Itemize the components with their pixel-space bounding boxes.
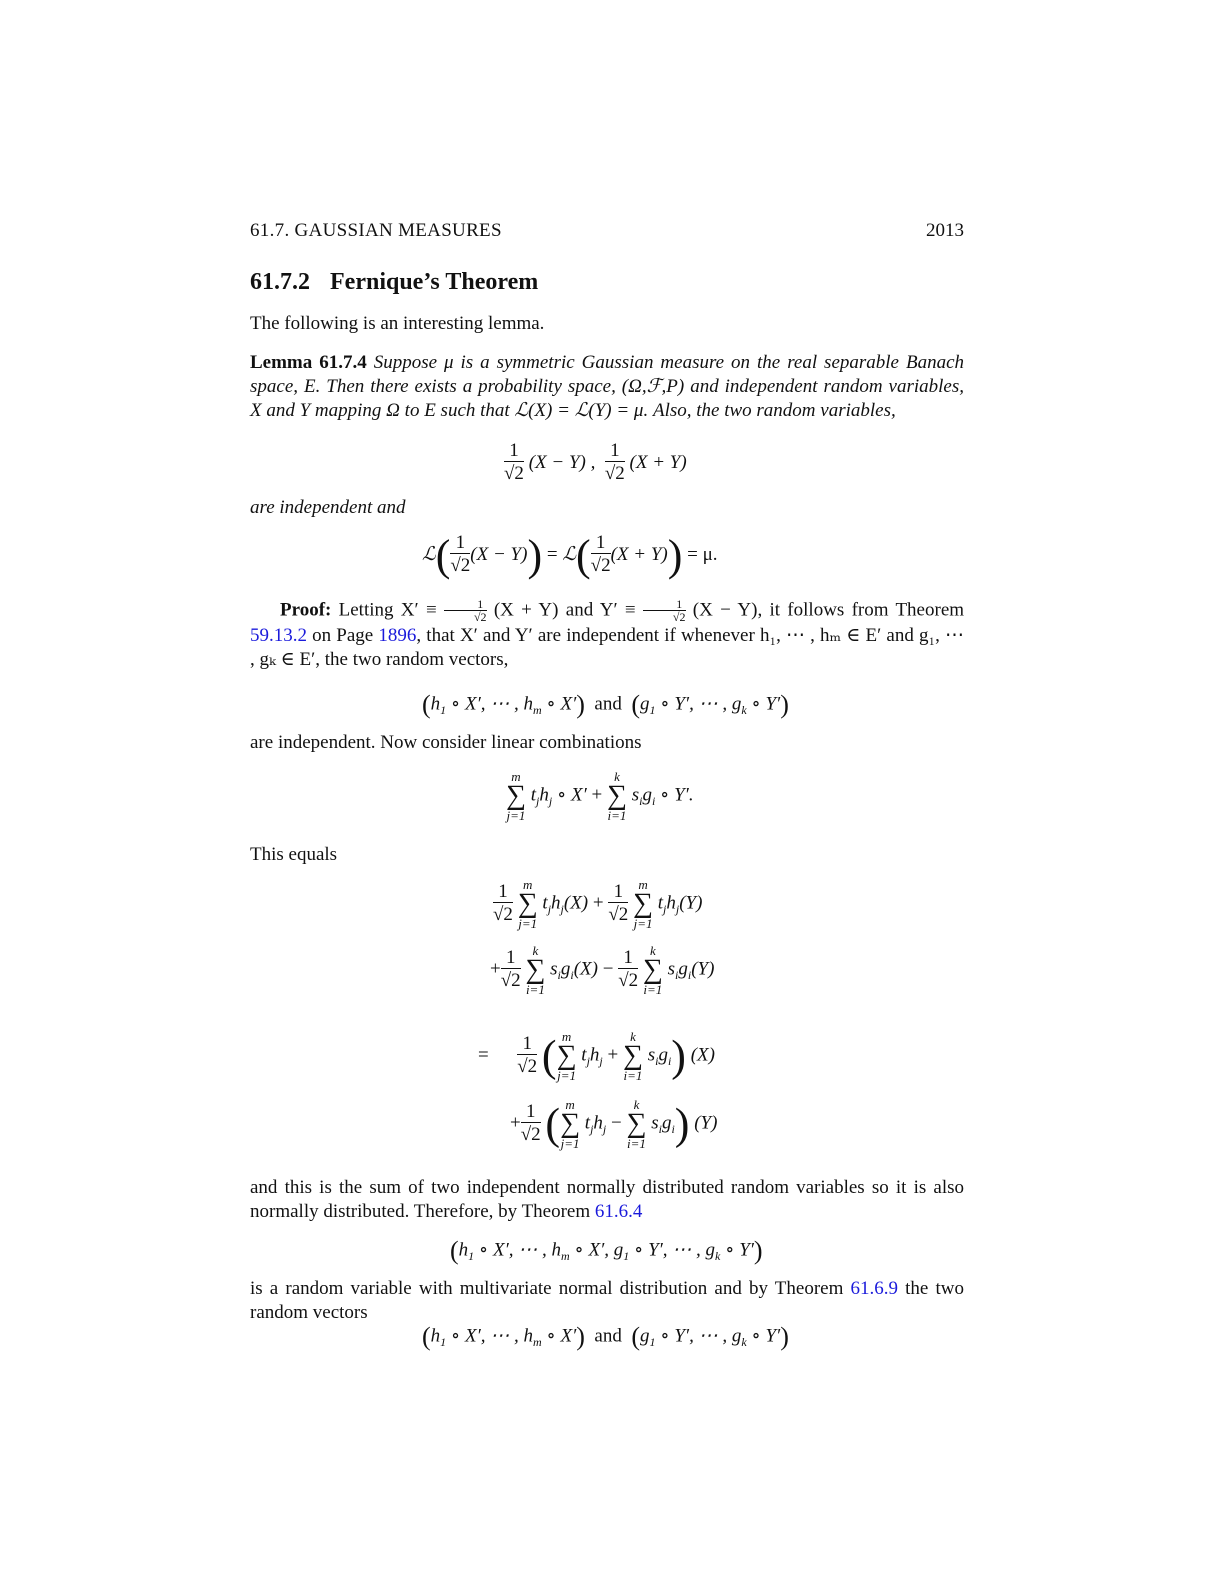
denominator: √2 xyxy=(672,610,686,624)
numerator: 1 xyxy=(504,441,524,462)
proof-paragraph-2: are independent. Now consider linear combinations xyxy=(250,732,642,753)
lemma-statement xyxy=(250,351,964,423)
summation: m ∑ j=1 xyxy=(556,1029,577,1083)
section-title: Fernique’s Theorem xyxy=(330,269,539,295)
proof-text: on Page xyxy=(312,625,374,646)
fraction xyxy=(501,948,521,993)
proof-paragraph xyxy=(250,598,964,672)
denominator: √2 xyxy=(520,1123,541,1145)
numerator: 1 xyxy=(605,441,625,462)
proof-text: (X − Y), it follows from Theorem xyxy=(692,599,965,621)
running-header-section: 61.7. GAUSSIAN MEASURES xyxy=(250,220,502,241)
equation-combined-vector: ($h_1$ ∘ X′, ⋯ , $h_m$ ∘ X′, $g_1$ ∘ Y′, ⋯ , $g_k$ ∘ Y′) xyxy=(450,1236,763,1265)
denominator: √2 xyxy=(590,555,611,576)
and-word: and xyxy=(594,693,622,715)
denominator: √2 xyxy=(504,463,524,484)
theorem-link[interactable]: 61.6.9 xyxy=(850,1278,899,1299)
summation: m ∑ j=1 xyxy=(633,877,654,931)
fraction xyxy=(521,1102,541,1147)
summation: m ∑ j=1 xyxy=(517,877,538,931)
proof-paragraph-5 xyxy=(250,1277,964,1325)
equation-expansion-line-1: $\frac{1}{√2}$ m ∑ j=1 $t_jh_j(X)$ + $\frac{1}{√2}$ m ∑ j=1 $t_jh_j(Y)$ xyxy=(493,877,703,931)
proof-label: Proof: xyxy=(280,599,332,621)
proof-text: and this is the sum of two independent normally distributed random variables so it is also normally distributed. Therefore, by Theorem xyxy=(250,1177,964,1222)
denominator: √2 xyxy=(500,969,521,991)
equation-random-vectors-2: ($h_1$ ∘ X′, ⋯ , $h_m$ ∘ X′) and ($g_1$ ∘ Y′, ⋯ , $g_k$ ∘ Y′) xyxy=(422,1322,789,1351)
summation: m ∑ j=1 xyxy=(560,1097,581,1151)
denominator: √2 xyxy=(618,969,639,991)
lemma-text: Suppose μ is a symmetric Gaussian measure on the real separable Banach space, E. Then there exists a probability space, (Ω,ℱ,P) and independent random variables, X and Y mapping Ω to E such that ℒ(X) = ℒ(Y) = μ. Also, the two random variables, xyxy=(250,352,965,421)
fraction xyxy=(618,948,638,993)
section-number: 61.7.2 xyxy=(250,269,310,295)
fraction xyxy=(517,1034,537,1079)
small-fraction xyxy=(643,598,686,624)
numerator: 1 xyxy=(521,1102,541,1123)
page-number: 2013 xyxy=(926,220,964,241)
numerator: 1 xyxy=(608,882,628,903)
summation: k ∑ i=1 xyxy=(525,943,546,997)
denominator: √2 xyxy=(473,610,487,624)
numerator: 1 xyxy=(501,948,521,969)
page-link[interactable]: 1896 xyxy=(378,625,417,646)
proof-text: (X + Y) and Y′ ≡ xyxy=(493,599,636,621)
small-fraction xyxy=(444,598,487,624)
denominator: √2 xyxy=(450,555,471,576)
section-heading xyxy=(250,270,964,294)
equation-law-equality: ℒ( $\frac{1}{√2}$ (X − Y)) = ℒ( $\frac{1}{√2}$ (X + Y)) = μ. xyxy=(422,531,718,580)
denominator: √2 xyxy=(604,463,625,484)
denominator: √2 xyxy=(517,1055,538,1077)
numerator: 1 xyxy=(591,533,611,554)
denominator: √2 xyxy=(608,903,629,925)
summation: m ∑ j=1 xyxy=(506,769,526,823)
equation-linear-combination: m ∑ j=1 $t_jh_j$ ∘ X′ + k ∑ i=1 $s_ig_i$ ∘ Y′. xyxy=(506,769,694,823)
fraction xyxy=(608,882,628,927)
summation: k ∑ i=1 xyxy=(642,943,663,997)
proof-text: the two random vectors xyxy=(250,1278,965,1323)
proof-paragraph-3: This equals xyxy=(250,844,338,865)
fraction xyxy=(504,441,524,486)
fraction xyxy=(605,441,625,486)
fraction xyxy=(493,882,513,927)
fraction xyxy=(450,533,470,578)
proof-paragraph-4 xyxy=(250,1176,964,1224)
theorem-link[interactable]: 59.13.2 xyxy=(250,625,307,646)
denominator: √2 xyxy=(493,903,513,925)
equation-regrouped-line-1: = $\frac{1}{√2}$ ( m ∑ j=1 $t_jh_j$ + k ∑ i=1 $s_ig_i$) (X) xyxy=(478,1029,715,1083)
equation-two-variables: $\frac{1}{√2}$ (X − Y) , $\frac{1}{√2}$ (X + Y) xyxy=(504,440,687,484)
numerator: 1 xyxy=(618,948,638,969)
numerator: 1 xyxy=(450,533,470,554)
lemma-continuation: are independent and xyxy=(250,497,406,518)
proof-text: Letting X′ ≡ xyxy=(338,599,437,621)
intro-paragraph: The following is an interesting lemma. xyxy=(250,313,545,334)
theorem-link[interactable]: 61.6.4 xyxy=(594,1201,643,1222)
equation-expansion-line-2: + $\frac{1}{√2}$ k ∑ i=1 $s_ig_i(X)$ − $\frac{1}{√2}$ k ∑ i=1 $s_ig_i(Y)$ xyxy=(490,943,715,997)
summation: k ∑ i=1 xyxy=(622,1029,643,1083)
lemma-label: Lemma 61.7.4 xyxy=(250,352,367,373)
summation: k ∑ i=1 xyxy=(626,1097,647,1151)
equation-random-vectors: ($h_1$ ∘ X′, ⋯ , $h_m$ ∘ X′) and ($g_1$ ∘ Y′, ⋯ , $g_k$ ∘ Y′) xyxy=(422,690,789,719)
summation: k ∑ i=1 xyxy=(606,769,627,823)
numerator: 1 xyxy=(444,598,487,611)
numerator: 1 xyxy=(643,598,686,611)
fraction xyxy=(591,533,611,578)
proof-text: is a random variable with multivariate normal distribution and by Theorem xyxy=(250,1278,844,1299)
and-word: and xyxy=(594,1325,622,1347)
proof-text: , that X′ and Y′ are independent if whenever h₁, ⋯ , hₘ ∈ E′ and g₁, ⋯ , gₖ ∈ E′, the two random vectors, xyxy=(250,625,965,670)
numerator: 1 xyxy=(517,1034,537,1055)
equation-regrouped-line-2: + $\frac{1}{√2}$ ( m ∑ j=1 $t_jh_j$ − k ∑ i=1 $s_ig_i$) (Y) xyxy=(510,1097,718,1151)
numerator: 1 xyxy=(493,882,513,903)
